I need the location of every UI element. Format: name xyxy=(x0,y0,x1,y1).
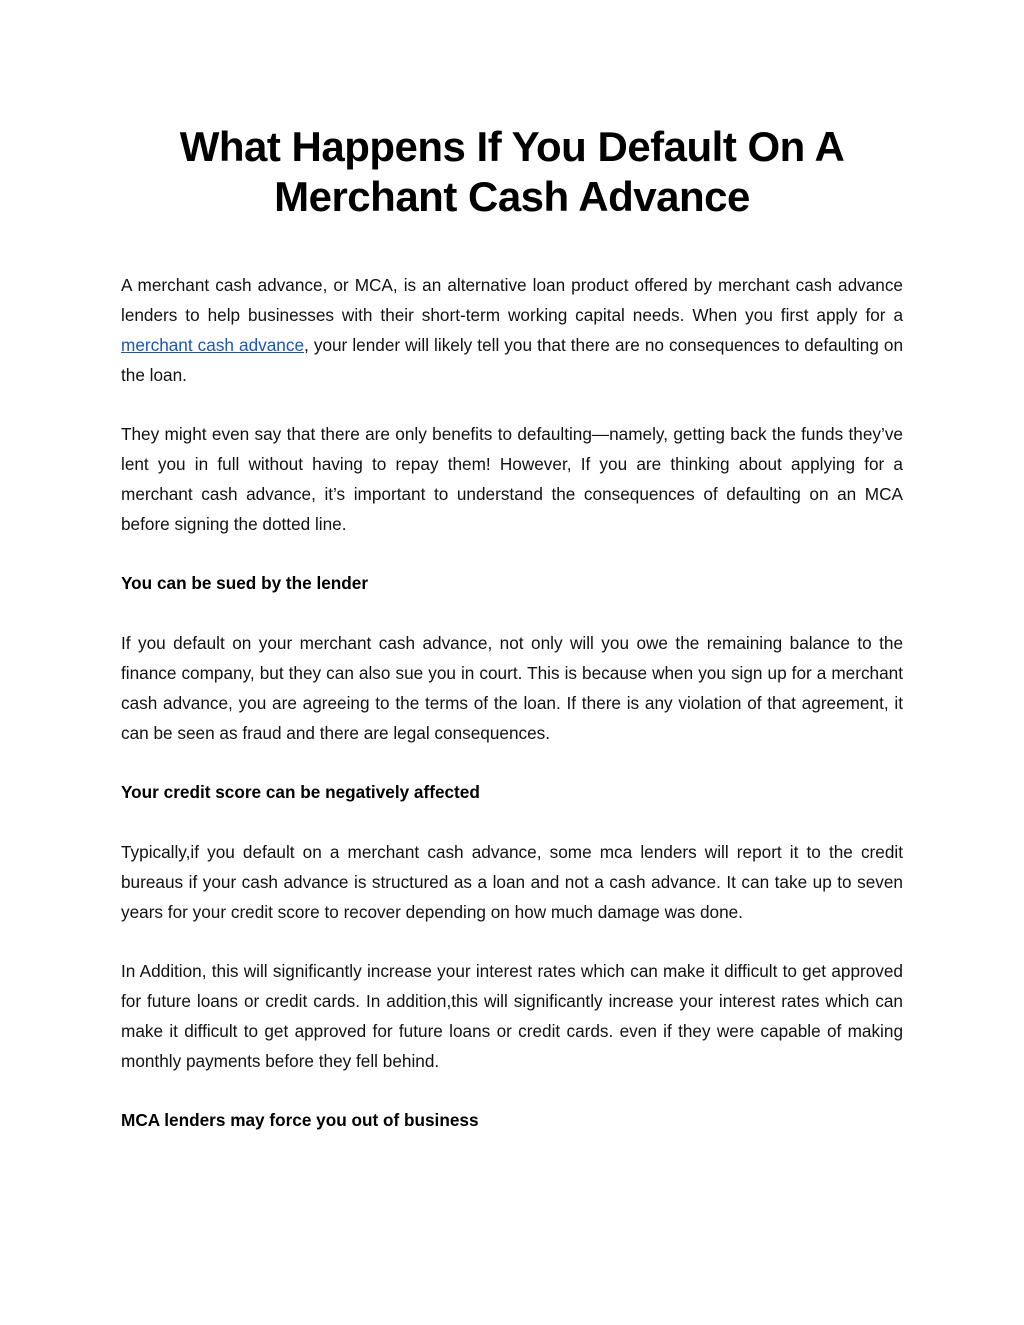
document-body xyxy=(121,270,903,1165)
credit-score-paragraph-2: In Addition, this will significantly increase your interest rates which can make it difficult to get approved for future loans or credit cards. In addition,this will significantly increase your interest rates which can make it difficult to get approved for future loans or credit cards. even if they were capable of making monthly payments before they fell behind. xyxy=(121,961,903,1071)
section-heading-sued: You can be sued by the lender xyxy=(121,573,369,593)
credit-score-paragraph-1: Typically,if you default on a merchant cash advance, some mca lenders will report it to the credit bureaus if your cash advance is structured as a loan and not a cash advance. It can take up to seven years for your credit score to recover depending on how much damage was done. xyxy=(121,842,903,922)
section-heading-credit-score: Your credit score can be negatively affected xyxy=(121,782,480,802)
sued-paragraph: If you default on your merchant cash advance, not only will you owe the remaining balance to the finance company, but they can also sue you in court. This is because when you sign up for a merchant cash advance, you are agreeing to the terms of the loan. If there is any violation of that agreement, it can be seen as fraud and there are legal consequences. xyxy=(121,633,903,743)
page-title xyxy=(120,122,904,222)
paragraph-2: They might even say that there are only benefits to defaulting—namely, getting back the funds they’ve lent you in full without having to repay them! However, If you are thinking about applying for a merchant cash advance, it’s important to understand the consequences of defaulting on an MCA before signing the dotted line. xyxy=(121,424,903,534)
merchant-cash-advance-link[interactable]: merchant cash advance xyxy=(121,335,305,355)
title-line-2: Merchant Cash Advance xyxy=(274,173,750,220)
intro-text-before-link: A merchant cash advance, or MCA, is an alternative loan product offered by merchant cash advance lenders to help businesses with their short-term working capital needs. When you first apply for a xyxy=(121,275,903,325)
intro-text-after-link: , your lender will likely tell you that there are no consequences to defaulting on the loan. xyxy=(121,335,903,385)
intro-paragraph xyxy=(121,270,903,390)
section-heading-out-of-business: MCA lenders may force you out of business xyxy=(121,1110,479,1130)
title-line-1: What Happens If You Default On A xyxy=(179,123,845,170)
